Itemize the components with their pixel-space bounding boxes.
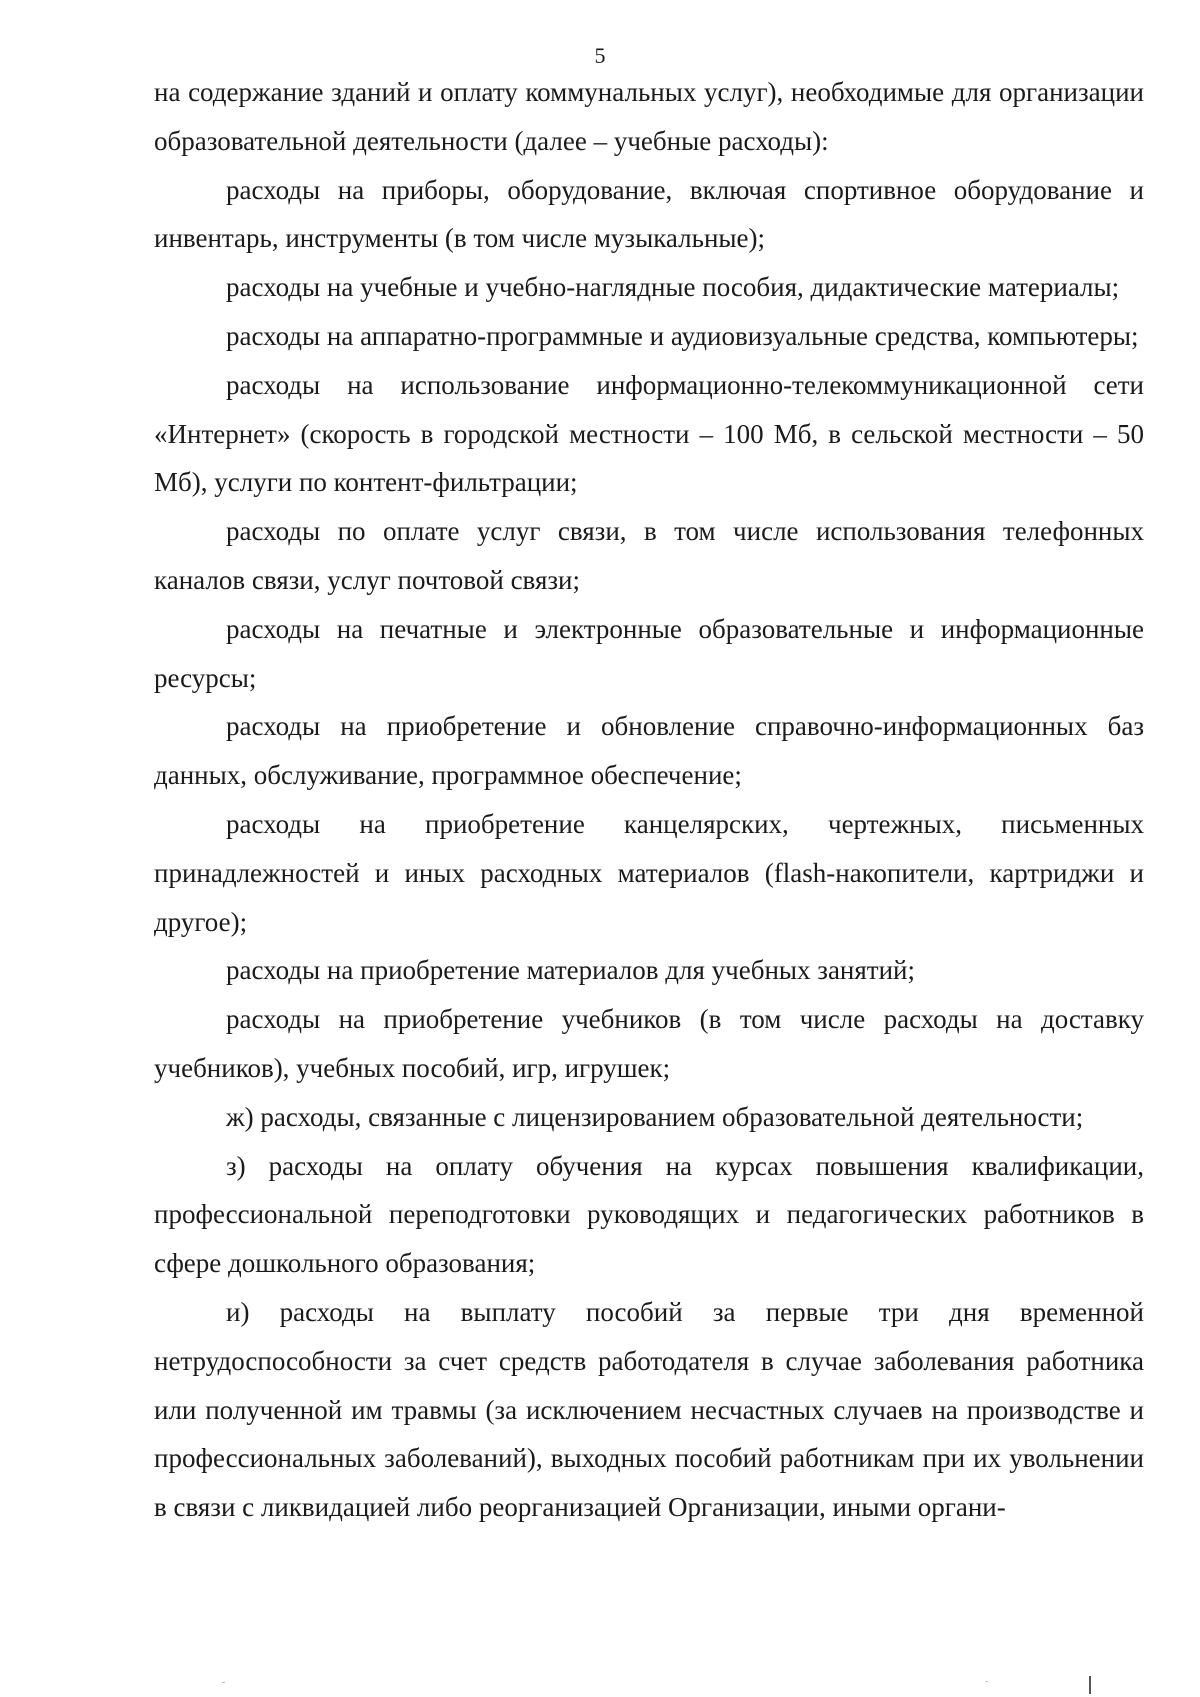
paragraph-hardware-software-expenses: расходы на аппаратно-программные и аудиовизуальные средства, компьютеры; [226, 320, 1139, 351]
paragraph-databases-expenses: расходы на приобретение и обновление справочно-информационных баз данных, обслуживание, программное обеспечение; [154, 711, 1144, 791]
scan-artifact [222, 1682, 225, 1683]
paragraph-communication-expenses: расходы по оплате услуг связи, в том числе использования телефонных каналов связи, услуг почтовой связи; [154, 516, 1144, 595]
paragraph-internet-expenses: расходы на использование информационно-телекоммуникационной сети «Интернет» (скорость в городской местности – 100 Мб, в сельской местности – 50 Мб), услуги по контент-фильтрации; [154, 369, 1144, 498]
paragraph-item-z-training: з) расходы на оплату обучения на курсах повышения квалификации, профессиональной переподготовки руководящих и педагогических работников в сфере дошкольного образования; [154, 1150, 1144, 1279]
paragraph-textbooks-expenses: расходы на приобретение учебников (в том числе расходы на доставку учебников), учебных пособий, игр, игрушек; [154, 1004, 1144, 1083]
page-number: 5 [594, 43, 606, 68]
paragraph-resources-expenses: расходы на печатные и электронные образовательные и информационные ресурсы; [154, 613, 1144, 693]
paragraph-item-zh-licensing: ж) расходы, связанные с лицензированием образовательной деятельности; [226, 1101, 1084, 1132]
paragraph-materials-expenses: расходы на приобретение материалов для учебных занятий; [226, 955, 916, 986]
paragraph-continuation: на содержание зданий и оплату коммунальных услуг), необходимые для организации образовательной деятельности (далее – учебные расходы): [154, 77, 1144, 156]
scan-artifact [985, 1681, 988, 1682]
paragraph-item-i-benefits: и) расходы на выплату пособий за первые три дня временной нетрудоспособности за счет средств работодателя в случае заболевания работника или полученной им травмы (за исключением несчастных случаев на производстве и профессиональных заболеваний), выходных пособий работникам при их увольнении в связи с ликвидацией либо реорганизацией Организации, иными органи- [154, 1296, 1144, 1523]
paragraph-stationery-expenses: расходы на приобретение канцелярских, чертежных, письменных принадлежностей и иных расходных материалов (flash-накопители, картриджи и другое); [154, 808, 1144, 937]
paragraph-teaching-aids-expenses: расходы на учебные и учебно-наглядные пособия, дидактические материалы; [226, 272, 1120, 303]
scan-artifact [1089, 1676, 1091, 1694]
document-body [154, 68, 1144, 1532]
paragraph-equipment-expenses: расходы на приборы, оборудование, включая спортивное оборудование и инвентарь, инструменты (в том числе музыкальные); [154, 174, 1144, 254]
